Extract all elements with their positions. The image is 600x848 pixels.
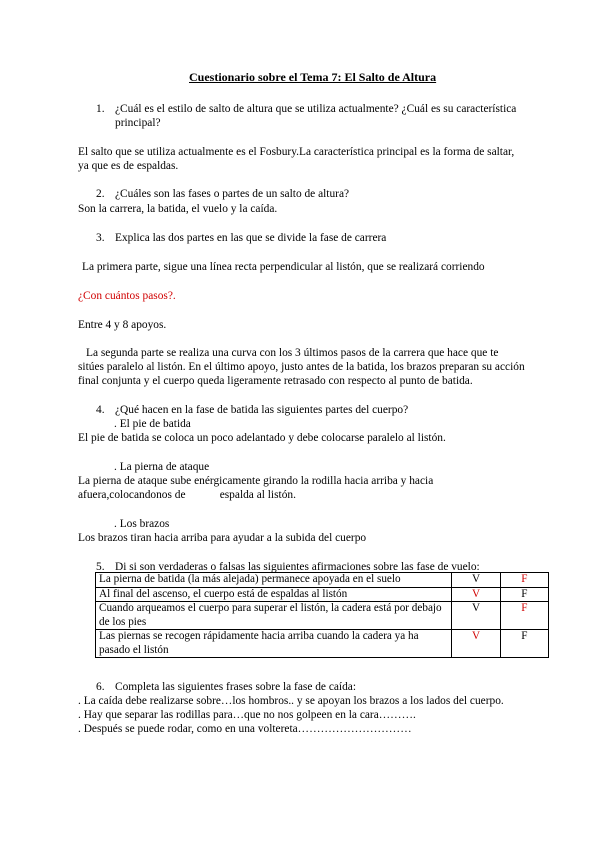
answer-6-line-2: . Hay que separar las rodillas para…que no nos golpeen en la cara………. <box>78 709 416 721</box>
false-option-marked: F <box>500 602 548 630</box>
question-text: Di si son verdaderas o falsas las siguientes afirmaciones sobre las fase de vuelo: <box>115 561 480 573</box>
true-option: V <box>452 573 500 588</box>
answer-4-pie-batida: El pie de batida se coloca un poco adelantado y debe colocarse paralelo al listón. <box>78 432 446 444</box>
answer-6-line-3: . Después se puede rodar, como en una voltereta………………………… <box>78 723 412 735</box>
answer-6-line-1: . La caída debe realizarse sobre…los hombros.. y se apoyan los brazos a los lados del cuerpo. <box>78 695 504 707</box>
question-1 <box>96 102 516 116</box>
question-number: 1. <box>96 103 105 115</box>
question-number: 2. <box>96 188 105 200</box>
statement: La pierna de batida (la más alejada) permanece apoyada en el suelo <box>96 573 452 588</box>
false-option: F <box>500 630 548 658</box>
statement: Cuando arqueamos el cuerpo para superar el listón, la cadera está por debajo de los pies <box>96 602 452 630</box>
part-label-pie-batida: . El pie de batida <box>114 418 191 430</box>
table-row <box>96 573 549 588</box>
question-text: ¿Qué hacen en la fase de batida las siguientes partes del cuerpo? <box>115 404 409 416</box>
answer-4-pierna-ataque-line-1: La pierna de ataque sube enérgicamente girando la rodilla hacia arriba y hacia <box>78 475 434 487</box>
question-3 <box>96 231 386 245</box>
question-text: Completa las siguientes frases sobre la fase de caída: <box>115 681 357 693</box>
true-option-marked: V <box>452 587 500 602</box>
question-text: ¿Cuál es el estilo de salto de altura que se utiliza actualmente? ¿Cuál es su característica <box>115 103 517 115</box>
answer-2: Son la carrera, la batida, el vuelo y la caída. <box>78 203 278 215</box>
question-number: 4. <box>96 404 105 416</box>
table-row <box>96 602 549 630</box>
answer-3-first-part: La primera parte, sigue una línea recta perpendicular al listón, que se realizará corriendo <box>82 261 485 273</box>
statement: Las piernas se recogen rápidamente hacia arriba cuando la cadera ya ha pasado el listón <box>96 630 452 658</box>
table-row <box>96 587 549 602</box>
question-2 <box>96 187 349 201</box>
true-false-table <box>95 572 549 658</box>
true-option: V <box>452 602 500 630</box>
true-option-marked: V <box>452 630 500 658</box>
question-text: Explica las dos partes en las que se divide la fase de carrera <box>115 232 387 244</box>
false-option-marked: F <box>500 573 548 588</box>
question-1-text-cont: principal? <box>115 117 161 129</box>
question-text: ¿Cuáles son las fases o partes de un salto de altura? <box>115 188 350 200</box>
answer-3-steps: Entre 4 y 8 apoyos. <box>78 319 167 331</box>
answer-1-line-1: El salto que se utiliza actualmente es el Fosbury.La característica principal es la forma de saltar, <box>78 146 515 158</box>
question-number: 5. <box>96 561 105 573</box>
part-label-pierna-ataque: . La pierna de ataque <box>114 461 210 473</box>
question-number: 6. <box>96 681 105 693</box>
answer-4-brazos: Los brazos tiran hacia arriba para ayudar a la subida del cuerpo <box>78 532 367 544</box>
answer-4-pierna-ataque-line-2: afuera,colocandonos de espalda al listón. <box>78 489 296 501</box>
question-number: 3. <box>96 232 105 244</box>
false-option: F <box>500 587 548 602</box>
answer-3-second-part-line-3: final conjunta y el cuerpo queda ligeramente retrasado con respecto al punto de batida. <box>78 375 473 387</box>
table-row <box>96 630 549 658</box>
part-label-brazos: . Los brazos <box>114 518 170 530</box>
answer-3-second-part-line-2: sitúes paralelo al listón. En el último apoyo, justo antes de la batida, los brazos preparan su acción <box>78 361 525 373</box>
answer-3-second-part-line-1: La segunda parte se realiza una curva con los 3 últimos pasos de la carrera que hace que te <box>86 347 499 359</box>
teacher-note: ¿Con cuántos pasos?. <box>78 290 176 302</box>
question-6 <box>96 680 356 694</box>
answer-1-line-2: ya que es de espaldas. <box>78 160 179 172</box>
statement: Al final del ascenso, el cuerpo está de espaldas al listón <box>96 587 452 602</box>
question-4 <box>96 403 408 417</box>
page-title: Cuestionario sobre el Tema 7: El Salto de Altura <box>189 70 437 84</box>
